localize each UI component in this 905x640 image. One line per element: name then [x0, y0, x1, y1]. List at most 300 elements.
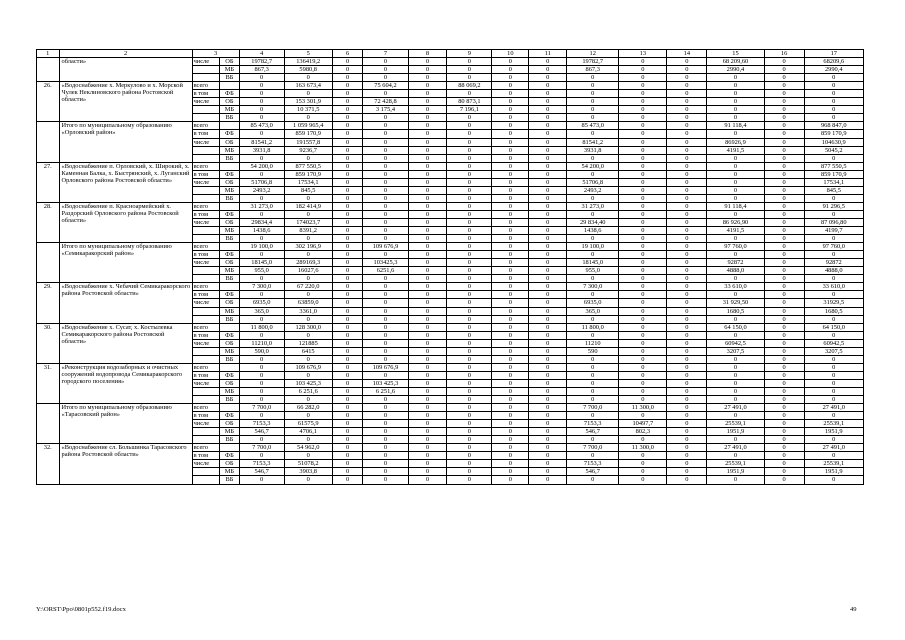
amount-cell: 25539,1	[804, 460, 863, 468]
amount-cell: 0	[239, 210, 284, 218]
amount-cell: 0	[492, 114, 529, 122]
amount-cell: 0	[492, 452, 529, 460]
amount-cell: 0	[707, 90, 764, 98]
amount-cell: 3207,5	[707, 347, 764, 355]
amount-cell: 7 196,1	[447, 106, 492, 114]
amount-cell: 955,0	[239, 267, 284, 275]
amount-cell: 0	[284, 452, 332, 460]
amount-cell: 0	[408, 307, 447, 315]
amount-cell: 0	[619, 275, 667, 283]
amount-cell: 0	[667, 379, 707, 387]
amount-cell: 0	[332, 138, 363, 146]
amount-cell: 0	[667, 138, 707, 146]
item-title: «Реконструкция водозаборных и очистных сооружений водопровода Семикаракорского городского поселения»	[59, 363, 192, 403]
amount-cell: 1680,5	[804, 307, 863, 315]
funding-source: МБ	[220, 428, 239, 436]
amount-cell: 0	[619, 154, 667, 162]
funding-group-label: всего	[192, 404, 220, 412]
amount-cell: 0	[667, 235, 707, 243]
amount-cell: 0	[619, 235, 667, 243]
amount-cell: 7 700,0	[567, 404, 619, 412]
amount-cell: 0	[667, 396, 707, 404]
amount-cell: 0	[408, 162, 447, 170]
amount-cell: 0	[667, 186, 707, 194]
amount-cell: 0	[529, 251, 567, 259]
amount-cell: 0	[363, 210, 408, 218]
amount-cell: 0	[707, 355, 764, 363]
amount-cell: 0	[764, 122, 804, 130]
amount-cell: 1438,6	[567, 227, 619, 235]
amount-cell: 0	[764, 468, 804, 476]
amount-cell: 0	[619, 267, 667, 275]
amount-cell: 0	[764, 90, 804, 98]
amount-cell: 0	[363, 66, 408, 74]
amount-cell: 0	[707, 275, 764, 283]
amount-cell: 0	[447, 194, 492, 202]
amount-cell: 0	[667, 428, 707, 436]
amount-cell: 163 673,4	[284, 82, 332, 90]
amount-cell: 17534,1	[284, 178, 332, 186]
table-row	[37, 444, 864, 452]
amount-cell: 6 251,6	[284, 387, 332, 395]
amount-cell: 0	[284, 235, 332, 243]
amount-cell: 0	[529, 122, 567, 130]
funding-group-label	[192, 315, 220, 323]
amount-cell: 0	[239, 251, 284, 259]
amount-cell: 0	[492, 468, 529, 476]
amount-cell: 0	[667, 323, 707, 331]
amount-cell: 7153,3	[567, 460, 619, 468]
amount-cell: 0	[764, 275, 804, 283]
amount-cell: 0	[332, 436, 363, 444]
column-number: 11	[529, 50, 567, 58]
amount-cell: 0	[764, 371, 804, 379]
amount-cell: 0	[363, 114, 408, 122]
amount-cell: 968 847,0	[804, 122, 863, 130]
amount-cell: 4888,0	[804, 267, 863, 275]
amount-cell: 0	[284, 210, 332, 218]
amount-cell: 0	[447, 323, 492, 331]
amount-cell: 0	[764, 339, 804, 347]
amount-cell: 0	[408, 106, 447, 114]
amount-cell: 0	[408, 468, 447, 476]
amount-cell: 0	[284, 154, 332, 162]
amount-cell: 3931,8	[567, 146, 619, 154]
amount-cell: 0	[408, 178, 447, 186]
funding-source: МБ	[220, 146, 239, 154]
amount-cell: 0	[332, 154, 363, 162]
funding-group-label: всего	[192, 122, 220, 130]
amount-cell: 91 118,4	[707, 202, 764, 210]
amount-cell: 0	[447, 283, 492, 291]
amount-cell: 0	[408, 404, 447, 412]
amount-cell: 0	[567, 82, 619, 90]
amount-cell: 0	[529, 162, 567, 170]
amount-cell: 85 473,0	[239, 122, 284, 130]
amount-cell: 0	[804, 82, 863, 90]
amount-cell: 0	[764, 210, 804, 218]
amount-cell: 0	[619, 194, 667, 202]
amount-cell: 1 059 965,4	[284, 122, 332, 130]
amount-cell: 0	[447, 299, 492, 307]
amount-cell: 0	[529, 436, 567, 444]
table-row	[37, 283, 864, 291]
amount-cell: 0	[804, 371, 863, 379]
funding-group-label	[192, 355, 220, 363]
amount-cell: 0	[363, 202, 408, 210]
funding-group-label	[192, 66, 220, 74]
amount-cell: 0	[619, 436, 667, 444]
amount-cell: 0	[332, 347, 363, 355]
amount-cell: 0	[619, 146, 667, 154]
amount-cell: 0	[239, 291, 284, 299]
amount-cell: 1680,5	[707, 307, 764, 315]
funding-group-label: числе	[192, 299, 220, 307]
amount-cell: 0	[529, 106, 567, 114]
amount-cell: 0	[529, 202, 567, 210]
amount-cell: 91 118,4	[707, 122, 764, 130]
funding-source: ОБ	[220, 98, 239, 106]
amount-cell: 0	[239, 154, 284, 162]
amount-cell: 0	[667, 347, 707, 355]
amount-cell: 0	[567, 387, 619, 395]
amount-cell: 5045,2	[804, 146, 863, 154]
funding-source: МБ	[220, 227, 239, 235]
amount-cell: 0	[492, 98, 529, 106]
amount-cell: 0	[529, 98, 567, 106]
amount-cell: 859 170,9	[804, 170, 863, 178]
item-number: 30.	[37, 323, 60, 363]
amount-cell: 0	[619, 468, 667, 476]
amount-cell: 0	[707, 436, 764, 444]
amount-cell: 955,0	[567, 267, 619, 275]
amount-cell: 0	[804, 210, 863, 218]
amount-cell: 0	[764, 347, 804, 355]
amount-cell: 0	[239, 275, 284, 283]
funding-source: ВБ	[220, 114, 239, 122]
amount-cell: 104630,9	[804, 138, 863, 146]
amount-cell: 0	[492, 396, 529, 404]
amount-cell: 7 700,0	[239, 444, 284, 452]
amount-cell: 136419,2	[284, 58, 332, 66]
amount-cell: 0	[529, 146, 567, 154]
amount-cell: 0	[363, 235, 408, 243]
amount-cell: 81541,2	[239, 138, 284, 146]
amount-cell: 19782,7	[567, 58, 619, 66]
amount-cell: 54 200,0	[567, 162, 619, 170]
amount-cell: 0	[707, 371, 764, 379]
budget-table	[36, 49, 864, 485]
amount-cell: 0	[332, 396, 363, 404]
amount-cell: 0	[284, 331, 332, 339]
amount-cell: 0	[619, 106, 667, 114]
amount-cell: 0	[408, 154, 447, 162]
amount-cell: 60942,5	[707, 339, 764, 347]
funding-group-label: числе	[192, 178, 220, 186]
amount-cell: 0	[332, 371, 363, 379]
amount-cell: 0	[492, 355, 529, 363]
item-title: «Водоснабжение х. Сусат, х. Костылевка Семикаракорского района Ростовской области»	[59, 323, 192, 363]
amount-cell: 0	[408, 387, 447, 395]
amount-cell: 103 425,3	[363, 379, 408, 387]
amount-cell: 0	[567, 90, 619, 98]
amount-cell: 0	[667, 307, 707, 315]
amount-cell: 0	[363, 396, 408, 404]
funding-source: ФБ	[220, 331, 239, 339]
amount-cell: 0	[804, 194, 863, 202]
amount-cell: 0	[239, 130, 284, 138]
amount-cell: 0	[529, 259, 567, 267]
funding-group-label	[192, 387, 220, 395]
amount-cell: 0	[239, 355, 284, 363]
amount-cell: 97 760,0	[707, 243, 764, 251]
amount-cell: 0	[363, 428, 408, 436]
amount-cell: 91 296,5	[804, 202, 863, 210]
amount-cell: 0	[492, 379, 529, 387]
amount-cell: 0	[492, 194, 529, 202]
amount-cell: 0	[619, 323, 667, 331]
table-row	[37, 404, 864, 412]
amount-cell: 0	[447, 154, 492, 162]
amount-cell: 0	[619, 82, 667, 90]
amount-cell: 0	[492, 331, 529, 339]
amount-cell: 0	[667, 227, 707, 235]
amount-cell: 0	[332, 291, 363, 299]
amount-cell: 0	[492, 436, 529, 444]
amount-cell: 0	[529, 291, 567, 299]
amount-cell: 0	[492, 363, 529, 371]
funding-group-label	[192, 154, 220, 162]
funding-source	[220, 404, 239, 412]
funding-group-label: всего	[192, 243, 220, 251]
amount-cell: 0	[363, 170, 408, 178]
amount-cell: 0	[239, 396, 284, 404]
amount-cell: 6935,0	[239, 299, 284, 307]
amount-cell: 0	[408, 218, 447, 226]
amount-cell: 0	[332, 227, 363, 235]
amount-cell: 0	[447, 428, 492, 436]
amount-cell: 302 196,9	[284, 243, 332, 251]
amount-cell: 17534,1	[804, 178, 863, 186]
amount-cell: 0	[529, 90, 567, 98]
column-number: 10	[492, 50, 529, 58]
amount-cell: 0	[707, 186, 764, 194]
amount-cell: 0	[667, 98, 707, 106]
amount-cell: 0	[619, 66, 667, 74]
amount-cell: 66 282,0	[284, 404, 332, 412]
amount-cell: 0	[284, 74, 332, 82]
amount-cell: 590,0	[239, 347, 284, 355]
amount-cell: 0	[667, 251, 707, 259]
amount-cell: 1951,9	[707, 428, 764, 436]
amount-cell: 0	[408, 331, 447, 339]
amount-cell: 0	[707, 98, 764, 106]
amount-cell: 0	[332, 186, 363, 194]
table-row	[37, 243, 864, 251]
amount-cell: 0	[667, 460, 707, 468]
amount-cell: 0	[408, 122, 447, 130]
amount-cell: 0	[492, 154, 529, 162]
funding-source: ФБ	[220, 371, 239, 379]
amount-cell: 0	[363, 122, 408, 130]
amount-cell: 0	[492, 122, 529, 130]
amount-cell: 0	[529, 275, 567, 283]
amount-cell: 0	[447, 444, 492, 452]
amount-cell: 0	[619, 218, 667, 226]
amount-cell: 0	[447, 162, 492, 170]
amount-cell: 0	[619, 331, 667, 339]
funding-group-label: числе	[192, 58, 220, 66]
funding-source: ФБ	[220, 452, 239, 460]
amount-cell: 0	[332, 387, 363, 395]
amount-cell: 0	[447, 170, 492, 178]
amount-cell: 0	[492, 299, 529, 307]
amount-cell: 0	[492, 275, 529, 283]
amount-cell: 0	[707, 363, 764, 371]
amount-cell: 0	[447, 227, 492, 235]
amount-cell: 0	[447, 468, 492, 476]
funding-group-label	[192, 186, 220, 194]
amount-cell: 0	[332, 420, 363, 428]
column-number: 15	[707, 50, 764, 58]
amount-cell: 2990,4	[804, 66, 863, 74]
amount-cell: 0	[492, 66, 529, 74]
amount-cell: 0	[363, 291, 408, 299]
amount-cell: 92872	[804, 259, 863, 267]
amount-cell: 0	[408, 339, 447, 347]
amount-cell: 0	[239, 436, 284, 444]
amount-cell: 0	[492, 291, 529, 299]
amount-cell: 11210,0	[239, 339, 284, 347]
amount-cell: 27 491,0	[804, 404, 863, 412]
amount-cell: 0	[408, 146, 447, 154]
amount-cell: 4191,5	[707, 227, 764, 235]
amount-cell: 0	[619, 307, 667, 315]
amount-cell: 0	[363, 331, 408, 339]
amount-cell: 0	[492, 259, 529, 267]
amount-cell: 0	[764, 106, 804, 114]
item-number: 29.	[37, 283, 60, 323]
amount-cell: 0	[332, 178, 363, 186]
amount-cell: 0	[332, 323, 363, 331]
amount-cell: 0	[408, 315, 447, 323]
amount-cell: 75 604,2	[363, 82, 408, 90]
amount-cell: 0	[363, 138, 408, 146]
funding-group-label: всего	[192, 162, 220, 170]
amount-cell: 87 096,80	[804, 218, 863, 226]
amount-cell: 0	[667, 90, 707, 98]
amount-cell: 0	[447, 436, 492, 444]
amount-cell: 877 550,5	[284, 162, 332, 170]
amount-cell: 0	[707, 154, 764, 162]
amount-cell: 0	[363, 74, 408, 82]
amount-cell: 174023,7	[284, 218, 332, 226]
amount-cell: 0	[667, 82, 707, 90]
amount-cell: 0	[492, 82, 529, 90]
amount-cell: 0	[667, 267, 707, 275]
column-number: 14	[667, 50, 707, 58]
amount-cell: 0	[447, 291, 492, 299]
amount-cell: 0	[619, 202, 667, 210]
amount-cell: 0	[619, 138, 667, 146]
amount-cell: 0	[447, 243, 492, 251]
funding-source	[220, 202, 239, 210]
amount-cell: 0	[804, 315, 863, 323]
amount-cell: 0	[447, 218, 492, 226]
amount-cell: 0	[529, 138, 567, 146]
amount-cell: 0	[332, 82, 363, 90]
amount-cell: 19782,7	[239, 58, 284, 66]
funding-source: ОБ	[220, 299, 239, 307]
amount-cell: 0	[667, 363, 707, 371]
amount-cell: 0	[408, 363, 447, 371]
amount-cell: 27 491,0	[707, 444, 764, 452]
amount-cell: 0	[619, 162, 667, 170]
amount-cell: 0	[332, 130, 363, 138]
amount-cell: 6415	[284, 347, 332, 355]
amount-cell: 4199,7	[804, 227, 863, 235]
amount-cell: 0	[567, 114, 619, 122]
amount-cell: 0	[408, 243, 447, 251]
table-row	[37, 323, 864, 331]
amount-cell: 16027,6	[284, 267, 332, 275]
amount-cell: 0	[492, 227, 529, 235]
amount-cell: 0	[332, 267, 363, 275]
funding-source: ВБ	[220, 476, 239, 484]
amount-cell: 0	[408, 283, 447, 291]
amount-cell: 0	[764, 476, 804, 484]
amount-cell: 0	[667, 420, 707, 428]
amount-cell: 0	[764, 130, 804, 138]
amount-cell: 867,3	[239, 66, 284, 74]
funding-group-label	[192, 114, 220, 122]
amount-cell: 0	[667, 202, 707, 210]
amount-cell: 0	[332, 114, 363, 122]
amount-cell: 1951,9	[804, 468, 863, 476]
amount-cell: 0	[447, 331, 492, 339]
amount-cell: 2493,2	[567, 186, 619, 194]
funding-source	[220, 323, 239, 331]
amount-cell: 8391,2	[284, 227, 332, 235]
amount-cell: 27 491,0	[707, 404, 764, 412]
amount-cell: 25539,1	[804, 420, 863, 428]
amount-cell: 0	[408, 460, 447, 468]
amount-cell: 0	[707, 194, 764, 202]
amount-cell: 0	[804, 90, 863, 98]
amount-cell: 31 929,50	[707, 299, 764, 307]
amount-cell: 0	[529, 243, 567, 251]
funding-source: ВБ	[220, 235, 239, 243]
amount-cell: 0	[529, 412, 567, 420]
funding-source: ОБ	[220, 460, 239, 468]
amount-cell: 0	[363, 339, 408, 347]
funding-source	[220, 283, 239, 291]
amount-cell: 0	[284, 251, 332, 259]
item-title: области»	[59, 58, 192, 82]
amount-cell: 0	[764, 178, 804, 186]
amount-cell: 0	[332, 460, 363, 468]
amount-cell: 0	[408, 210, 447, 218]
amount-cell: 0	[619, 315, 667, 323]
amount-cell: 0	[332, 379, 363, 387]
funding-group-label: всего	[192, 283, 220, 291]
funding-group-label: всего	[192, 323, 220, 331]
amount-cell: 0	[804, 98, 863, 106]
amount-cell: 0	[529, 476, 567, 484]
amount-cell: 0	[619, 259, 667, 267]
amount-cell: 0	[332, 170, 363, 178]
item-title: «Водоснабжение х. Меркулово и х. Морской Чулек Неклиновского района Ростовской области»	[59, 82, 192, 122]
